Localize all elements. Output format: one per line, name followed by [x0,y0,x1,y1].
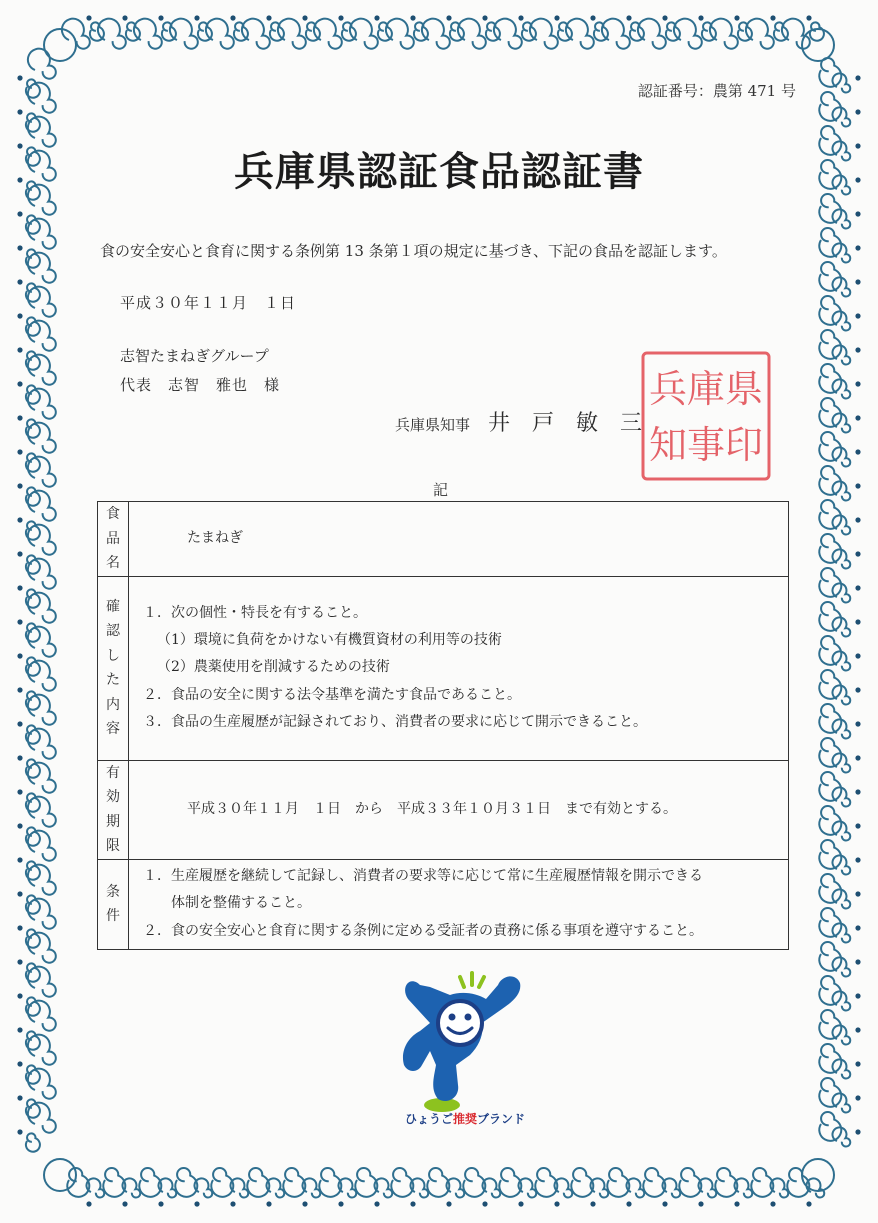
row-content [129,760,789,859]
border-dot [855,211,860,216]
border-swirl [674,19,702,49]
seal-char: 県 [724,367,764,411]
row-header-char: た [106,672,120,688]
border-swirl [787,1168,809,1197]
border-swirl [819,874,841,903]
border-dot [855,1027,860,1032]
border-dot [17,687,22,692]
border-swirl [314,19,342,49]
border-dot [446,1201,451,1206]
border-swirl [819,262,841,291]
row-header-char: 認 [106,623,120,639]
ki-heading: 記 [433,481,449,499]
border-swirl [391,1168,413,1197]
border-swirl [819,228,841,257]
border-dot [17,1129,22,1134]
border-dot [158,1201,163,1206]
border-dot [17,1061,22,1066]
border-corner [802,1159,834,1191]
border-dot [855,755,860,760]
border-dot [17,313,22,318]
row-content [129,576,789,760]
border-swirl [566,19,594,49]
border-dot [855,483,860,488]
border-dot [17,959,22,964]
border-dot [662,1201,667,1206]
border-dot [230,1201,235,1206]
border-dot [17,381,22,386]
border-dot [374,1201,379,1206]
border-dot [374,15,379,20]
border-swirl [710,19,738,49]
border-dot [17,993,22,998]
row-header-char: 有 [106,764,120,781]
border-swirl [278,19,306,49]
border-dot [770,1201,775,1206]
border-dot [266,15,271,20]
border-dot [17,585,22,590]
border-dot [734,1201,739,1206]
border-dot [698,1201,703,1206]
border-swirl [819,1010,841,1039]
row-header-char: 効 [106,789,120,805]
row-header-char: 期 [106,813,120,830]
border-dot [122,15,127,20]
border-dot [855,959,860,964]
row-item: （2）農薬使用を削減するための技術 [157,659,390,676]
details-table [97,501,789,950]
row-header-char: 条 [106,883,120,900]
border-dot [446,15,451,20]
border-dot [590,1201,595,1206]
intro-text: 食の安全安心と食育に関する条例第 13 条第１項の規定に基づき、下記の食品を認証します。 [100,242,727,260]
border-swirl [463,1168,485,1197]
brand-name [405,1110,525,1127]
row-item: 平成３０年１１月 １日 から 平成３３年１０月３１日 まで有効とする。 [187,800,677,817]
border-dot [266,1201,271,1206]
border-dot [17,653,22,658]
border-dot [86,15,91,20]
brand-suffix: ブランド [477,1112,526,1126]
border-dot [855,789,860,794]
border-dot [230,15,235,20]
border-swirl [427,1168,449,1197]
seal-char: 印 [724,423,764,467]
row-header-char: 容 [106,721,120,737]
border-swirl [535,1168,557,1197]
border-dot [855,1129,860,1134]
border-swirl [819,704,841,733]
border-dot [17,891,22,896]
border-swirl [819,840,841,869]
table-row [98,576,789,760]
border-dot [554,1201,559,1206]
recipient-representative: 代表 志智 雅也 様 [120,376,281,394]
border-dot [17,449,22,454]
official-seal [640,350,772,482]
border-dot [17,925,22,930]
border-dot [855,857,860,862]
brand-prefix: ひょうご [405,1112,454,1126]
border-swirl [422,19,450,49]
border-swirl [751,1168,773,1197]
recipient-organization: 志智たまねぎグループ [120,347,269,365]
border-dot [855,449,860,454]
border-dot [482,1201,487,1206]
border-dot [338,1201,343,1206]
border-swirl [530,19,558,49]
border-swirl [247,1168,269,1197]
row-header-char: 内 [106,696,120,713]
row-header [98,760,129,859]
border-dot [626,1201,631,1206]
border-dot [338,15,343,20]
seal-char: 兵 [648,367,688,411]
border-dot [806,1201,811,1206]
border-dot [17,415,22,420]
border-dot [17,75,22,80]
border-swirl [499,1168,521,1197]
border-swirl [211,1168,233,1197]
border-swirl [355,1168,377,1197]
row-header-char: 品 [106,530,120,547]
border-dot [17,517,22,522]
border-dot [17,245,22,250]
border-dot [806,15,811,20]
border-dot [17,789,22,794]
border-dot [590,15,595,20]
border-dot [158,15,163,20]
border-swirl [494,19,522,49]
border-dot [122,1201,127,1206]
border-dot [855,687,860,692]
border-dot [698,15,703,20]
border-swirl [819,636,841,665]
border-dot [482,15,487,20]
border-corner [802,29,834,61]
border-swirl [819,670,841,699]
border-swirl [819,602,841,631]
border-dot [855,109,860,114]
issue-date: 平成３０年１１月 １日 [120,294,297,312]
border-swirl [28,49,56,79]
table-row [98,760,789,859]
border-dot [86,1201,91,1206]
border-dot [855,1095,860,1100]
border-swirl [643,1168,665,1197]
border-swirl [819,942,841,971]
border-swirl [819,534,841,563]
governor-title: 兵庫県知事 [395,416,471,434]
table-row [98,859,789,949]
row-header [98,859,129,949]
row-item: 体制を整備すること。 [171,895,311,912]
border-dot [17,347,22,352]
border-swirl [819,1078,841,1107]
row-header-char: し [106,647,120,664]
border-dot [855,925,860,930]
row-item: （1）環境に負荷をかけない有機質資材の利用等の技術 [157,632,502,649]
row-header-char: 件 [106,908,120,924]
border-dot [17,109,22,114]
border-dot [855,619,860,624]
border-swirl [819,772,841,801]
border-swirl [819,58,841,87]
border-dot [855,653,860,658]
border-dot [17,1027,22,1032]
border-swirl [139,1168,161,1197]
border-swirl [819,1044,841,1073]
border-swirl [819,908,841,937]
row-content [129,502,789,577]
border-swirl [98,19,126,49]
border-swirl [386,19,414,49]
border-dot [855,891,860,896]
border-dot [855,75,860,80]
border-dot [17,1095,22,1100]
border-swirl [458,19,486,49]
row-header-char: 食 [106,506,120,522]
row-header-char: 確 [106,598,120,615]
border-dot [17,279,22,284]
border-swirl [819,500,841,529]
border-dot [855,517,860,522]
border-corner [44,29,76,61]
border-swirl [819,568,841,597]
border-swirl [602,19,630,49]
certificate-number: 認証番号：農第 471 号 [637,82,796,100]
border-dot [410,1201,415,1206]
border-dot [855,551,860,556]
border-swirl [206,19,234,49]
border-swirl [810,22,824,40]
row-content [129,859,789,949]
border-dot [626,15,631,20]
row-header-char: 名 [106,555,120,571]
border-swirl [638,19,666,49]
row-header-char: 限 [106,838,120,854]
border-dot [855,993,860,998]
border-dot [855,279,860,284]
border-swirl [170,19,198,49]
brand-accent: 推奨 [453,1112,478,1126]
border-swirl [746,19,774,49]
governor-name: 井戸敏三 [488,411,665,436]
border-dot [770,15,775,20]
border-swirl [350,19,378,49]
row-item: １．次の個性・特長を有すること。 [143,604,367,621]
border-dot [855,245,860,250]
border-dot [17,483,22,488]
border-dot [554,15,559,20]
border-dot [302,1201,307,1206]
border-dot [855,415,860,420]
border-swirl [134,19,162,49]
border-dot [194,1201,199,1206]
border-dot [855,585,860,590]
border-dot [855,347,860,352]
row-header [98,502,129,577]
row-item: たまねぎ [187,530,243,547]
border-dot [17,619,22,624]
border-swirl [819,976,841,1005]
border-dot [17,721,22,726]
border-dot [17,551,22,556]
border-swirl [67,1168,89,1197]
border-dot [194,15,199,20]
border-swirl [103,1168,125,1197]
border-dot [855,313,860,318]
certificate-title: 兵庫県認証食品認証書 [234,149,644,195]
border-dot [662,15,667,20]
seal-char: 知 [648,423,688,467]
border-swirl [283,1168,305,1197]
border-dot [17,755,22,760]
border-dot [855,823,860,828]
border-swirl [319,1168,341,1197]
border-swirl [819,398,841,427]
border-swirl [819,738,841,767]
border-swirl [819,806,841,835]
border-swirl [175,1168,197,1197]
border-swirl [819,194,841,223]
border-swirl [26,1133,40,1151]
border-dot [855,1061,860,1066]
border-swirl [819,466,841,495]
border-swirl [819,330,841,359]
border-swirl [607,1168,629,1197]
border-dot [17,211,22,216]
border-swirl [679,1168,701,1197]
border-swirl [819,1112,841,1141]
border-dot [518,1201,523,1206]
border-dot [855,721,860,726]
border-swirl [819,432,841,461]
border-swirl [571,1168,593,1197]
border-dot [17,857,22,862]
seal-char: 事 [686,423,726,467]
border-swirl [819,92,841,121]
border-dot [302,15,307,20]
row-header [98,576,129,760]
seal-char: 庫 [686,367,726,411]
border-dot [410,15,415,20]
row-item: ２．食品の安全に関する法令基準を満たす食品であること。 [143,686,521,703]
border-dot [17,823,22,828]
row-item: ３．食品の生産履歴が記録されており、消費者の要求に応じて開示できること。 [143,713,647,730]
table-row [98,502,789,577]
border-corner [44,1159,76,1191]
row-item: ２．食の安全安心と食育に関する条例に定める受証者の責務に係る事項を遵守すること。 [143,922,703,939]
border-swirl [242,19,270,49]
border-dot [518,15,523,20]
border-swirl [715,1168,737,1197]
row-item: １．生産履歴を継続して記録し、消費者の要求等に応じて常に生産履歴情報を開示できる [143,868,703,885]
border-dot [734,15,739,20]
border-dot [855,381,860,386]
border-swirl [819,296,841,325]
border-swirl [819,364,841,393]
